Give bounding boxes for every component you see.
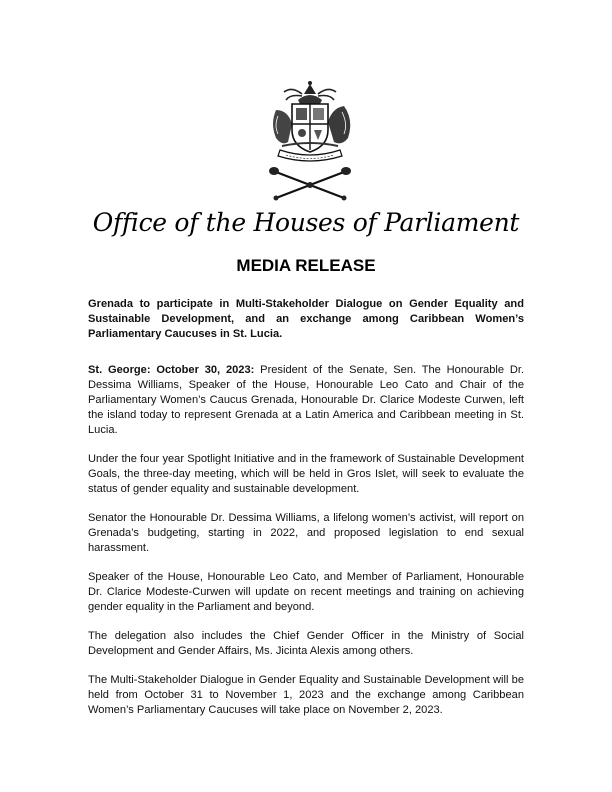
body-paragraph-5: The delegation also includes the Chief Gender Officer in the Ministry of Social Development and Gender Affairs, Ms. Jicinta Alexis among others.	[88, 630, 524, 657]
body-paragraph-4: Speaker of the House, Honourable Leo Cato, and Member of Parliament, Honourable Dr. Clarice Modeste-Curwen will update on recent meetings and training on achieving gender equality in the Parliament and beyond.	[88, 571, 524, 613]
body-paragraph-3: Senator the Honourable Dr. Dessima Williams, a lifelong women’s activist, will report on Grenada’s budgeting, starting in 2022, and proposed legislation to end sexual harassment.	[88, 512, 524, 554]
dateline: St. George: October 30, 2023:	[88, 364, 255, 376]
organization-title: Office of the Houses of Parliament	[92, 208, 520, 237]
grenada-coat-of-arms-icon	[262, 80, 358, 202]
release-body	[88, 363, 524, 732]
release-headline: Grenada to participate in Multi-Stakeholder Dialogue on Gender Equality and Sustainable Development, and an exchange among Caribbean Women’s Parliamentary Caucuses in St. Lucia.	[88, 298, 524, 340]
body-paragraph-6: The Multi-Stakeholder Dialogue in Gender Equality and Sustainable Development will be held from October 31 to November 1, 2023 and the exchange among Caribbean Women’s Parliamentary Caucuses will take place on November 2, 2023.	[88, 674, 524, 716]
body-paragraph-1	[88, 363, 524, 438]
paragraph-text: President of the Senate, Sen. The Honourable Dr. Dessima Williams, Speaker of the House, Honourable Leo Cato and Chair of the Parliamentary Women’s Caucus Grenada, Honourable Dr. Clarice Modeste Curwen, left the island today to represent Grenada at a Latin America and Caribbean meeting in St. Lucia.	[88, 364, 524, 436]
document-type-heading: MEDIA RELEASE	[236, 256, 376, 275]
body-paragraph-2: Under the four year Spotlight Initiative and in the framework of Sustainable Development Goals, the three-day meeting, which will be held in Gros Islet, will seek to evaluate the status of gender equality and sustainable development.	[88, 453, 524, 495]
